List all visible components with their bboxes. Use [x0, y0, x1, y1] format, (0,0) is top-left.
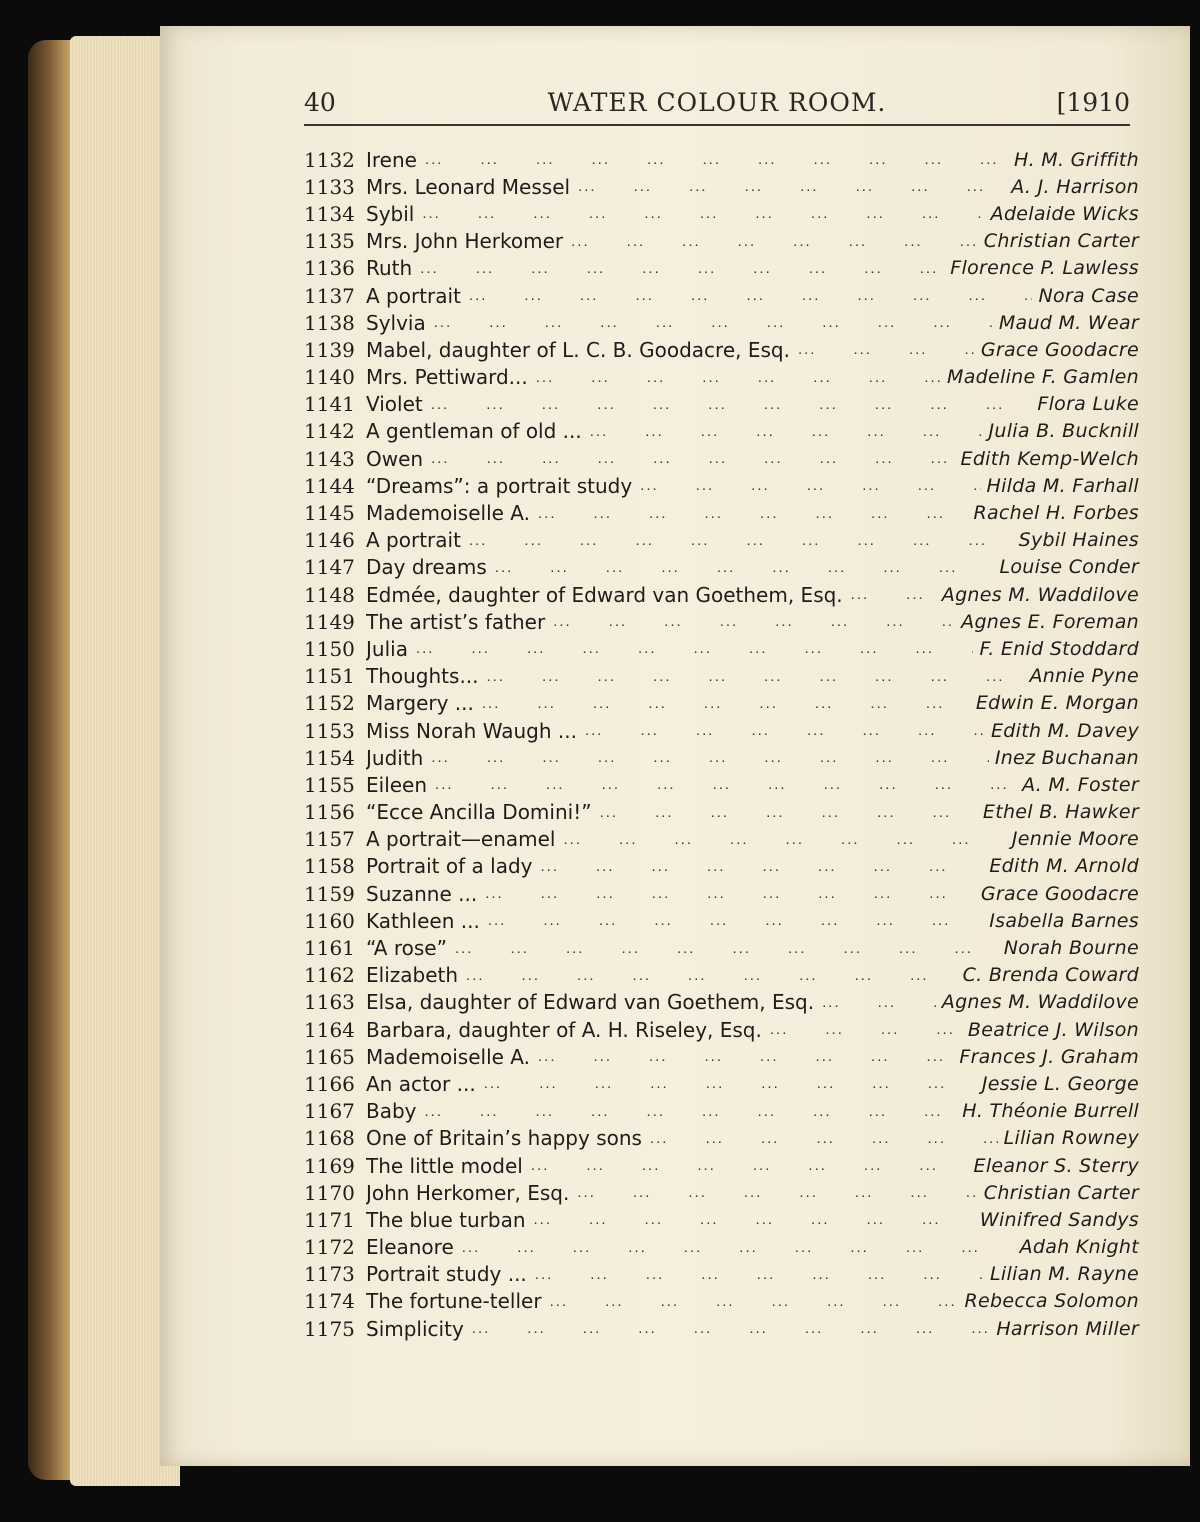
entry-title-cell [366, 1098, 956, 1125]
dot-leader [523, 1157, 968, 1174]
entry-number: 1132 [304, 147, 355, 172]
entry-artist: Annie Pyne [1029, 665, 1139, 688]
catalogue-entry [304, 472, 1139, 499]
dot-leader [476, 1075, 976, 1092]
entry-number: 1133 [304, 174, 355, 199]
entry-artist: Agnes M. Waddilove [941, 991, 1139, 1014]
entry-title-cell [366, 173, 1005, 200]
entry-title-cell [366, 1315, 990, 1342]
dot-leader [577, 722, 985, 739]
entry-number: 1170 [304, 1180, 355, 1205]
catalogue-entry [304, 391, 1139, 418]
entry-title: Mademoiselle A. [366, 501, 530, 526]
entry-number: 1164 [304, 1017, 355, 1042]
entry-number: 1163 [304, 990, 355, 1015]
entry-number: 1165 [304, 1044, 355, 1069]
entry-number: 1157 [304, 827, 355, 852]
dot-leader [477, 885, 975, 902]
catalogue-entry [304, 962, 1139, 989]
entry-artist: Lilian M. Rayne [990, 1263, 1139, 1286]
page-number: 40 [304, 88, 336, 117]
dot-leader [530, 1048, 953, 1065]
catalogue-entry [304, 282, 1139, 309]
dot-leader [487, 559, 994, 576]
entry-number: 1149 [304, 609, 355, 634]
dot-leader [526, 1211, 974, 1228]
dot-leader [530, 505, 967, 522]
dot-leader [417, 151, 1008, 168]
catalogue-entry [304, 1125, 1139, 1152]
entry-title: One of Britain’s happy sons [366, 1126, 642, 1151]
entry-title: Suzanne ... [366, 881, 478, 906]
dot-leader [427, 776, 1016, 793]
entry-artist: A. J. Harrison [1011, 175, 1139, 198]
entry-title: Mrs. Pettiward... [366, 365, 528, 390]
entry-title-cell [366, 663, 1023, 690]
dot-leader [542, 1293, 959, 1310]
dot-leader [408, 640, 973, 657]
entry-number: 1142 [304, 419, 355, 444]
entry-number: 1155 [304, 772, 355, 797]
entry-title-cell [366, 309, 993, 336]
catalogue-entry [304, 364, 1139, 391]
entry-title-cell [366, 1152, 968, 1179]
catalogue-entry [304, 635, 1139, 662]
entry-title-cell [366, 200, 985, 227]
entry-title: A portrait [366, 283, 461, 308]
entry-artist: Ethel B. Hawker [982, 801, 1139, 824]
entry-number: 1174 [304, 1289, 355, 1314]
entry-number: 1160 [304, 908, 355, 933]
catalogue-entry [304, 1261, 1139, 1288]
dot-leader [582, 423, 983, 440]
dot-leader [454, 1239, 1014, 1256]
dot-leader [464, 1320, 991, 1337]
dot-leader [563, 233, 978, 250]
entry-number: 1173 [304, 1262, 355, 1287]
entry-title-cell [366, 934, 998, 961]
entry-number: 1154 [304, 745, 355, 770]
entry-artist: C. Brenda Coward [962, 964, 1139, 987]
dot-leader [843, 586, 936, 603]
entry-title: Violet [366, 392, 423, 417]
catalogue-entry [304, 1043, 1139, 1070]
dot-leader [569, 1184, 977, 1201]
catalogue-entry [304, 690, 1139, 717]
entry-title: Ruth [366, 256, 413, 281]
entry-number: 1167 [304, 1099, 355, 1124]
entry-title-cell [366, 472, 981, 499]
entry-number: 1151 [304, 664, 355, 689]
entry-number: 1136 [304, 256, 355, 281]
entry-number: 1140 [304, 365, 355, 390]
entry-artist: Sybil Haines [1018, 529, 1139, 552]
entry-title-cell [366, 1016, 962, 1043]
entry-title-cell [366, 499, 967, 526]
entry-title-cell [366, 880, 975, 907]
entry-number: 1166 [304, 1071, 355, 1096]
dot-leader [458, 967, 957, 984]
entry-artist: Hilda M. Farhall [986, 474, 1139, 497]
dot-leader [426, 314, 993, 331]
entry-artist: H. M. Griffith [1013, 148, 1139, 171]
entry-title: Elizabeth [366, 963, 459, 988]
entry-title-cell [366, 1288, 959, 1315]
catalogue-entry [304, 663, 1139, 690]
entry-title-cell [366, 608, 955, 635]
entry-title-cell [366, 554, 993, 581]
catalogue-entry [304, 255, 1139, 282]
catalogue-entry [304, 717, 1139, 744]
entry-number: 1146 [304, 528, 355, 553]
entry-title: Miss Norah Waugh ... [366, 718, 577, 743]
entry-title-cell [366, 146, 1008, 173]
dot-leader [414, 205, 984, 222]
catalogue-entry [304, 1288, 1139, 1315]
entry-title: Mrs. Leonard Messel [366, 174, 571, 199]
entry-artist: Isabella Barnes [989, 909, 1139, 932]
entry-artist: Harrison Miller [996, 1317, 1139, 1340]
catalogue-entry [304, 336, 1139, 363]
entry-artist: Jessie L. George [981, 1072, 1139, 1095]
entry-artist: Flora Luke [1037, 393, 1139, 416]
entry-title: The artist’s father [366, 609, 546, 634]
entry-artist: Christian Carter [983, 1181, 1139, 1204]
catalogue-entry [304, 1206, 1139, 1233]
entry-title: Mademoiselle A. [366, 1044, 530, 1069]
entry-number: 1152 [304, 691, 355, 716]
catalogue-entry [304, 554, 1139, 581]
entry-title: Mabel, daughter of L. C. B. Goodacre, Esq. [366, 337, 790, 362]
dot-leader [592, 804, 977, 821]
entry-title-cell [366, 853, 983, 880]
catalogue-entry [304, 418, 1139, 445]
entry-artist: Rebecca Solomon [964, 1290, 1139, 1313]
entry-title: Kathleen ... [366, 908, 480, 933]
entry-number: 1172 [304, 1235, 355, 1260]
dot-leader [642, 1130, 998, 1147]
catalogue-entry [304, 445, 1139, 472]
entry-number: 1161 [304, 936, 355, 961]
dot-leader [461, 532, 1013, 549]
catalogue-entry [304, 853, 1139, 880]
entry-number: 1150 [304, 636, 355, 661]
entry-title-cell [366, 1043, 953, 1070]
entry-title: Eileen [366, 772, 428, 797]
entry-title-cell [366, 282, 1032, 309]
entry-number: 1134 [304, 201, 355, 226]
entry-title-cell [366, 1206, 974, 1233]
dot-leader [814, 994, 936, 1011]
entry-artist: Edith Kemp-Welch [960, 447, 1139, 470]
catalogue-entry [304, 1016, 1139, 1043]
entry-number: 1168 [304, 1126, 355, 1151]
entry-artist: H. Théonie Burrell [962, 1100, 1139, 1123]
entry-title: Eleanore [366, 1235, 454, 1260]
dot-leader [447, 940, 998, 957]
entry-number: 1159 [304, 881, 355, 906]
entry-artist: Edith M. Davey [991, 719, 1139, 742]
entry-title-cell [366, 907, 983, 934]
dot-leader [423, 749, 988, 766]
entry-title: The little model [366, 1153, 523, 1178]
entry-title-cell [366, 635, 973, 662]
entry-artist: Adelaide Wicks [990, 202, 1139, 225]
entry-artist: Edith M. Arnold [989, 855, 1139, 878]
entry-title-cell [366, 962, 957, 989]
entry-title-cell [366, 989, 936, 1016]
catalogue-entry [304, 1234, 1139, 1261]
entry-artist: Florence P. Lawless [950, 257, 1139, 280]
entry-number: 1145 [304, 501, 355, 526]
entry-title: Elsa, daughter of Edward van Goethem, Esq. [366, 990, 815, 1015]
entry-title: Simplicity [366, 1316, 464, 1341]
dot-leader [528, 369, 941, 386]
dot-leader [532, 858, 983, 875]
entry-title-cell [366, 527, 1013, 554]
entry-title-cell [366, 1125, 998, 1152]
entry-number: 1171 [304, 1207, 355, 1232]
entry-number: 1175 [304, 1316, 355, 1341]
entry-title-cell [366, 445, 955, 472]
catalogue-entry [304, 799, 1139, 826]
catalogue-entry [304, 1098, 1139, 1125]
entry-title: Margery ... [366, 691, 474, 716]
entry-title-cell [366, 690, 970, 717]
page-header [304, 88, 1130, 122]
entry-title: Sybil [366, 201, 415, 226]
catalogue-entry [304, 146, 1139, 173]
entry-title-cell [366, 228, 978, 255]
catalogue-entry [304, 771, 1139, 798]
catalogue-entry [304, 608, 1139, 635]
page-title: WATER COLOUR ROOM. [547, 88, 887, 117]
entry-artist: Christian Carter [983, 230, 1139, 253]
entry-number: 1143 [304, 446, 355, 471]
header-rule [304, 124, 1130, 126]
entry-title: Baby [366, 1099, 417, 1124]
entry-artist: Edwin E. Morgan [975, 692, 1139, 715]
entry-title: Owen [366, 446, 424, 471]
entry-number: 1141 [304, 392, 355, 417]
entry-artist: Agnes E. Foreman [961, 610, 1139, 633]
entry-artist: Louise Conder [999, 556, 1139, 579]
entry-artist: Lilian Rowney [1003, 1127, 1139, 1150]
dot-leader [474, 695, 970, 712]
entry-title: Julia [366, 636, 408, 661]
entry-artist: F. Enid Stoddard [979, 637, 1139, 660]
entry-title: Day dreams [366, 555, 487, 580]
entry-artist: Agnes M. Waddilove [941, 583, 1139, 606]
entry-title-cell [366, 771, 1016, 798]
entry-artist: Madeline F. Gamlen [947, 366, 1139, 389]
entry-number: 1137 [304, 283, 355, 308]
entry-artist: Inez Buchanan [994, 746, 1139, 769]
entry-number: 1158 [304, 854, 355, 879]
entry-title-cell [366, 581, 936, 608]
entry-artist: Eleanor S. Sterry [973, 1154, 1139, 1177]
entry-artist: Julia B. Bucknill [988, 420, 1139, 443]
catalogue-entry [304, 907, 1139, 934]
entry-title-cell [366, 744, 989, 771]
entry-number: 1138 [304, 310, 355, 335]
dot-leader [412, 260, 944, 277]
dot-leader [570, 178, 1005, 195]
entry-number: 1148 [304, 582, 355, 607]
entry-title-cell [366, 717, 985, 744]
catalogue-entry [304, 527, 1139, 554]
entry-number: 1147 [304, 555, 355, 580]
entry-artist: Maud M. Wear [998, 311, 1139, 334]
entry-title-cell [366, 418, 982, 445]
entry-title: Irene [366, 147, 417, 172]
entry-title: Judith [366, 745, 424, 770]
catalogue-entry [304, 1070, 1139, 1097]
entry-title: Sylvia [366, 310, 426, 335]
entry-title-cell [366, 391, 1031, 418]
catalogue-entry [304, 309, 1139, 336]
entry-title: Portrait study ... [366, 1262, 527, 1287]
entry-number: 1135 [304, 229, 355, 254]
entry-title: Portrait of a lady [366, 854, 533, 879]
entry-artist: Frances J. Graham [959, 1045, 1139, 1068]
entry-artist: Grace Goodacre [980, 338, 1139, 361]
entry-number: 1156 [304, 800, 355, 825]
entry-artist: A. M. Foster [1022, 773, 1139, 796]
entry-title: An actor ... [366, 1071, 476, 1096]
catalogue-entry [304, 499, 1139, 526]
entry-title-cell [366, 364, 941, 391]
entry-title: A portrait—enamel [366, 827, 556, 852]
entry-artist: Beatrice J. Wilson [967, 1018, 1139, 1041]
entry-title-cell [366, 255, 944, 282]
dot-leader [632, 477, 980, 494]
entry-list [304, 146, 1139, 1342]
dot-leader [417, 1103, 957, 1120]
entry-title-cell [366, 1234, 1014, 1261]
entry-number: 1162 [304, 963, 355, 988]
entry-title: Barbara, daughter of A. H. Riseley, Esq. [366, 1017, 762, 1042]
entry-number: 1153 [304, 718, 355, 743]
entry-title: A portrait [366, 528, 461, 553]
entry-number: 1139 [304, 337, 355, 362]
entry-number: 1144 [304, 473, 355, 498]
catalogue-entry [304, 744, 1139, 771]
catalogue-entry [304, 228, 1139, 255]
entry-artist: Winifred Sandys [979, 1208, 1139, 1231]
entry-artist: Adah Knight [1019, 1236, 1139, 1259]
entry-title-cell [366, 1070, 976, 1097]
dot-leader [556, 831, 1006, 848]
catalogue-entry [304, 173, 1139, 200]
entry-title-cell [366, 336, 975, 363]
entry-title-cell [366, 799, 977, 826]
dot-leader [545, 613, 955, 630]
entry-artist: Jennie Moore [1011, 828, 1139, 851]
dot-leader [423, 450, 954, 467]
dot-leader [423, 396, 1032, 413]
catalogue-entry [304, 934, 1139, 961]
catalogue-entry [304, 581, 1139, 608]
entry-artist: Rachel H. Forbes [973, 502, 1139, 525]
dot-leader [527, 1266, 984, 1283]
entry-title: “Dreams”: a portrait study [366, 473, 633, 498]
entry-title: “Ecce Ancilla Domini!” [366, 800, 592, 825]
entry-title: The fortune-teller [366, 1289, 542, 1314]
entry-artist: Grace Goodacre [980, 882, 1139, 905]
catalogue-entry [304, 880, 1139, 907]
entry-title: John Herkomer, Esq. [366, 1180, 570, 1205]
dot-leader [479, 668, 1024, 685]
catalogue-entry [304, 989, 1139, 1016]
entry-title-cell [366, 1179, 978, 1206]
entry-title: Thoughts... [366, 664, 479, 689]
dot-leader [762, 1021, 962, 1038]
catalogue-entry [304, 1179, 1139, 1206]
entry-number: 1169 [304, 1153, 355, 1178]
dot-leader [461, 287, 1033, 304]
dot-leader [480, 912, 983, 929]
dot-leader [790, 341, 975, 358]
entry-title: Edmée, daughter of Edward van Goethem, Esq. [366, 582, 843, 607]
entry-title-cell [366, 1261, 984, 1288]
page-year: [1910 [1056, 88, 1130, 117]
catalogue-entry [304, 200, 1139, 227]
catalogue-entry [304, 826, 1139, 853]
entry-artist: Norah Bourne [1003, 937, 1139, 960]
entry-title: A gentleman of old ... [366, 419, 582, 444]
catalogue-entry [304, 1152, 1139, 1179]
entry-artist: Nora Case [1038, 284, 1139, 307]
entry-title: “A rose” [366, 936, 447, 961]
entry-title: Mrs. John Herkomer [366, 229, 564, 254]
entry-title: The blue turban [366, 1207, 526, 1232]
catalogue-entry [304, 1315, 1139, 1342]
entry-title-cell [366, 826, 1006, 853]
